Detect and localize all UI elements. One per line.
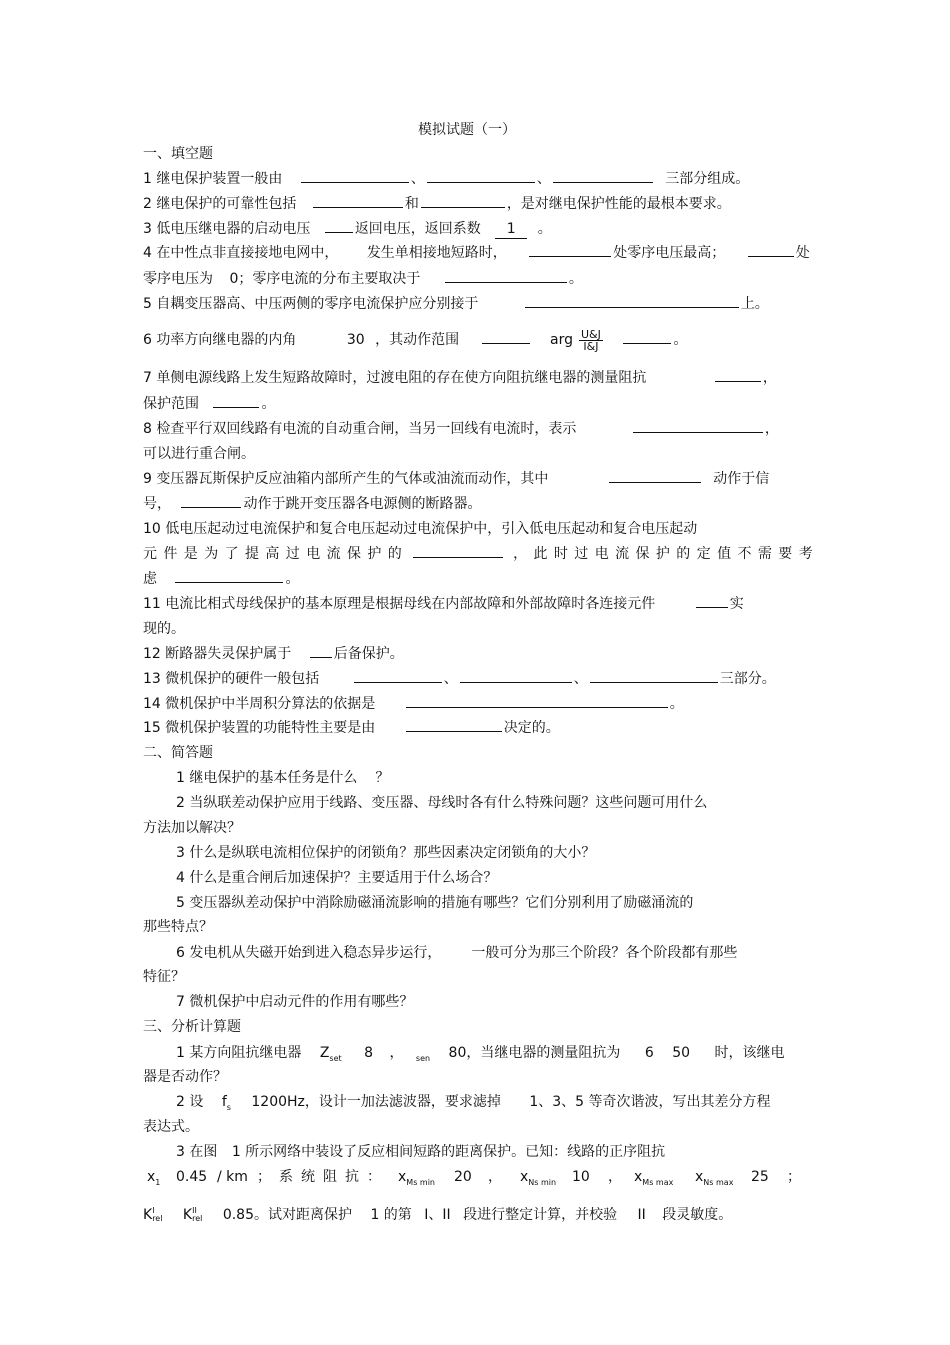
x-symbol: x (398, 1169, 407, 1185)
fill-q10-line1: 10 低电压起动过电流保护和复合电压起动过电流保护中，引入低电压起动和复合电压起动 (143, 521, 698, 537)
fill-q6 (143, 320, 687, 360)
x-subscript: Ms max (642, 1178, 674, 1187)
q4-text-c: 处零序电压最高； (613, 245, 726, 261)
fill-q9-line2 (143, 495, 481, 513)
k-subscript: rel (152, 1214, 163, 1223)
fill-q3 (143, 220, 552, 239)
calc-q3-sep: ， (608, 1169, 622, 1185)
calc-q3-xns (520, 1168, 556, 1192)
q6-angle: 30 (346, 332, 365, 348)
short-q5-line2: 那些特点？ (143, 919, 213, 935)
fill-q15 (143, 719, 560, 737)
q6-denominator: I&J (583, 339, 599, 353)
short-q2-line2: 方法加以解决？ (143, 820, 241, 836)
fill-q8-line1 (143, 420, 779, 438)
fill-q5 (143, 295, 769, 313)
calc-q3-k2 (183, 1207, 202, 1223)
q3-mid: 返回电压，返回系数 (354, 221, 481, 237)
x-symbol: x (147, 1169, 156, 1185)
calc-q3-line3 (143, 1206, 732, 1224)
q13-sep: 、 (443, 671, 458, 687)
fill-q11-line2: 现的。 (143, 621, 185, 637)
q6-numerator: U&J (580, 327, 601, 341)
short-q4: 4 什么是重合闸后加速保护？主要适用于什么场合？ (176, 870, 498, 886)
q10-text-c: ，此时过电流保护的定值不需要考 (513, 546, 820, 562)
q13-text: 13 微机保护的硬件一般包括 (143, 671, 320, 687)
short-q6-line2: 特征？ (143, 969, 185, 985)
calc-q3-text-c: 。试对距离保护 (253, 1207, 352, 1223)
fill-q7-line1 (143, 369, 777, 387)
q9-text: 9 变压器瓦斯保护反应油箱内部所产生的气体或油流而动作，其中 (143, 471, 549, 487)
calc-q3-text-e: I、II (424, 1207, 451, 1223)
short-q2-line1: 2 当纵联差动保护应用于线路、变压器、母线时各有什么特殊问题？这些问题可用什么 (176, 795, 708, 811)
q13-end: 三部分。 (719, 671, 776, 687)
calc-q3-unit: / km (217, 1169, 248, 1185)
k-superscript: II (192, 1206, 197, 1215)
calc-q3-xnsmax (695, 1168, 733, 1192)
q1-text: 1 继电保护装置一般由 (143, 171, 283, 187)
calc-q1-text-b: ，当继电器的测量阻抗为 (466, 1045, 621, 1061)
blank (213, 395, 259, 408)
q10-text-b: 元件是为了提高过电流保护的 (143, 546, 409, 562)
fill-q4-line1 (143, 244, 810, 262)
q12-text: 12 断路器失灵保护属于 (143, 646, 292, 662)
x-subscript: Ns max (703, 1178, 734, 1187)
blank (445, 270, 567, 283)
short-q6-text-b: 一般可分为那三个阶段？各个阶段都有那些 (471, 945, 738, 961)
section-heading-fill: 一、填空题 (143, 146, 213, 162)
fill-q13 (143, 670, 776, 688)
q10-end: 。 (285, 571, 300, 587)
calc-q3-text: 3 在图 (176, 1144, 218, 1160)
blank (325, 220, 353, 233)
calc-q2-fs (222, 1094, 231, 1110)
fill-q10-line2 (143, 545, 819, 563)
q8-text: 8 检查平行双回线路有电流的自动重合闸，当另一回线有电流时，表示 (143, 421, 577, 437)
q2-text: 2 继电保护的可靠性包括 (143, 196, 297, 212)
calc-q3-text-b: 1 所示网络中装设了反应相间短路的距离保护。已知：线路的正序阻抗 (231, 1144, 666, 1160)
q9-text-d: 动作于跳开变压器各电源侧的断路器。 (243, 496, 482, 512)
q14-end: 。 (669, 696, 684, 712)
calc-q2-line1 (176, 1093, 771, 1117)
calc-q1-zval: 8 (364, 1045, 374, 1061)
q8-comma: ， (764, 421, 779, 437)
x-subscript: 1 (155, 1178, 161, 1187)
calc-q3-line2 (143, 1168, 801, 1190)
calc-q1-sen: sen (415, 1054, 431, 1063)
q2-end: ，是对继电保护性能的最根本要求。 (506, 196, 731, 212)
k-symbol: K (143, 1207, 153, 1223)
fill-q11-line1 (143, 595, 744, 613)
k-subscript: rel (192, 1214, 203, 1223)
q6-text: 6 功率方向继电器的内角 (143, 332, 297, 348)
calc-q2-text-c: 1、3、5 等奇次谐波，写出其差分方程 (529, 1094, 771, 1110)
short-q3: 3 什么是纵联电流相位保护的闭锁角？那些因素决定闭锁角的大小？ (176, 845, 596, 861)
blank (354, 670, 442, 683)
calc-q3-sep: ， (488, 1169, 502, 1185)
short-q1-text: 1 继电保护的基本任务是什么 (176, 770, 358, 786)
short-q1-mark: ？ (375, 770, 390, 786)
calc-q3-v25: 25 (751, 1169, 769, 1185)
x-symbol: x (695, 1169, 704, 1185)
q4-text-d: 处 (795, 245, 810, 261)
fill-q9-line1 (143, 470, 769, 488)
calc-q3-text-g: II (637, 1207, 646, 1223)
calc-q3-system: ；系统阻抗： (257, 1169, 389, 1185)
blank (406, 719, 502, 732)
q4-text-f: 0；零序电流的分布主要取决于 (229, 271, 421, 287)
x-symbol: x (520, 1169, 529, 1185)
blank (525, 295, 739, 308)
fill-q7-line2 (143, 395, 275, 413)
blank (427, 170, 535, 183)
fill-q2 (143, 195, 731, 213)
blank (696, 595, 728, 608)
q3-text: 3 低电压继电器的启动电压 (143, 221, 311, 237)
q6-text-b: ，其动作范围 (375, 332, 460, 348)
short-q5-line1: 5 变压器纵差动保护中消除励磁涌流影响的措施有哪些？它们分别利用了励磁涌流的 (176, 895, 694, 911)
q10-text-d: 虑 (143, 571, 157, 587)
q4-end: 。 (568, 271, 583, 287)
q4-text-e: 零序电压为 (143, 271, 213, 287)
q7-text-c: 保护范围 (143, 396, 199, 412)
q15-text: 15 微机保护装置的功能特性主要是由 (143, 720, 376, 736)
calc-q1-line1 (176, 1044, 784, 1068)
q14-text: 14 微机保护中半周积分算法的依据是 (143, 696, 376, 712)
calc-q3-sep: ； (787, 1169, 801, 1185)
blank (590, 670, 718, 683)
calc-q1-m2: 50 (672, 1045, 691, 1061)
calc-q1-line2: 器是否动作？ (143, 1069, 227, 1085)
q15-end: 决定的。 (503, 720, 560, 736)
k-symbol: K (182, 1207, 193, 1223)
blank (421, 195, 505, 208)
blank (313, 195, 403, 208)
q13-sep: 、 (573, 671, 588, 687)
blank (406, 695, 668, 708)
fill-q4-line2 (143, 270, 583, 288)
q7-text: 7 单侧电源线路上发生短路故障时，过渡电阻的存在使方向阻抗继电器的测量阻抗 (143, 370, 647, 386)
calc-q2-fval: 1200Hz (251, 1094, 305, 1110)
calc-q1-senval: 80 (448, 1045, 467, 1061)
fill-q14 (143, 695, 684, 713)
calc-q2-line2: 表达式。 (143, 1119, 199, 1135)
blank (413, 545, 503, 558)
q11-text: 11 电流比相式母线保护的基本原理是根据母线在内部故障和外部故障时各连接元件 (143, 596, 656, 612)
blank (553, 170, 653, 183)
q2-and: 和 (404, 196, 419, 212)
blank (175, 570, 283, 583)
calc-q1-zset (320, 1045, 342, 1061)
blank (482, 331, 530, 344)
blank (633, 420, 763, 433)
blank (715, 369, 761, 382)
fill-q12 (143, 645, 404, 663)
calc-q1-text: 1 某方向阻抗继电器 (176, 1045, 302, 1061)
fill-q10-line3 (143, 570, 299, 588)
k-superscript: I (152, 1206, 155, 1215)
q12-end: 后备保护。 (333, 646, 404, 662)
blank (460, 670, 572, 683)
calc-q3-x1val: 0.45 (176, 1169, 208, 1185)
blank (623, 331, 671, 344)
q6-end: 。 (673, 332, 688, 348)
section-heading-short: 二、简答题 (143, 745, 213, 761)
x-subscript: Ns min (528, 1178, 557, 1187)
q11-text-b: 实 (729, 596, 744, 612)
short-q6-text-a: 6 发电机从失磁开始到进入稳态异步运行， (176, 945, 442, 961)
calc-q3-v20: 20 (454, 1169, 472, 1185)
q6-arg: arg (550, 332, 573, 348)
q3-value: 1 (495, 220, 527, 239)
calc-q3-v10: 10 (572, 1169, 590, 1185)
x-symbol: x (634, 1169, 643, 1185)
q9-text-c: 号， (143, 496, 171, 512)
q5-end: 上。 (740, 296, 769, 312)
section-heading-calc: 三、分析计算题 (143, 1019, 241, 1035)
q5-text: 5 自耦变压器高、中压两侧的零序电流保护应分别接于 (143, 296, 479, 312)
calc-q3-xmsmax (634, 1168, 673, 1192)
blank (609, 470, 701, 483)
calc-q1-m1: 6 (644, 1045, 654, 1061)
q4-text-b: 发生单相接地短路时， (366, 245, 507, 261)
short-q1 (176, 769, 389, 787)
calc-q1-comma: ， (389, 1045, 404, 1061)
short-q7: 7 微机保护中启动元件的作用有哪些？ (176, 994, 414, 1010)
q7-comma: ， (762, 370, 777, 386)
calc-q3-text-f: 段进行整定计算，并校验 (463, 1207, 618, 1223)
f-symbol: f (221, 1094, 227, 1110)
f-subscript: s (226, 1103, 231, 1112)
calc-q3-xms (398, 1168, 435, 1192)
blank (748, 244, 794, 257)
page-title: 模拟试题（一） (418, 122, 516, 138)
z-symbol: Z (319, 1045, 330, 1061)
calc-q2-text: 2 设 (176, 1094, 204, 1110)
blank (310, 645, 332, 658)
q7-end: 。 (261, 396, 276, 412)
q6-fraction (579, 329, 603, 352)
q9-text-b: 动作于信 (713, 471, 770, 487)
calc-q3-line1 (176, 1143, 665, 1161)
calc-q3-x1 (147, 1168, 160, 1192)
calc-q3-kval: 0.85 (222, 1207, 254, 1223)
fill-q8-line2: 可以进行重合闸。 (143, 446, 255, 462)
q4-text: 4 在中性点非直接接地电网中， (143, 245, 339, 261)
q3-end: 。 (537, 221, 552, 237)
blank (301, 170, 409, 183)
blank (181, 495, 241, 508)
z-subscript: set (329, 1054, 342, 1063)
calc-q3-k1 (143, 1207, 162, 1223)
fill-q1: 1 继电保护装置一般由 、 、 三部分组成。 (143, 171, 750, 187)
short-q6-line1 (176, 944, 737, 962)
calc-q2-text-b: ，设计一加法滤波器，要求滤掉 (304, 1094, 501, 1110)
x-subscript: Ms min (406, 1178, 435, 1187)
calc-q3-text-h: 段灵敏度。 (662, 1207, 733, 1223)
q1-end: 三部分组成。 (665, 171, 750, 187)
calc-q3-text-d: 1 的第 (370, 1207, 412, 1223)
calc-q1-text-c: 时，该继电 (714, 1045, 785, 1061)
blank (529, 244, 611, 257)
